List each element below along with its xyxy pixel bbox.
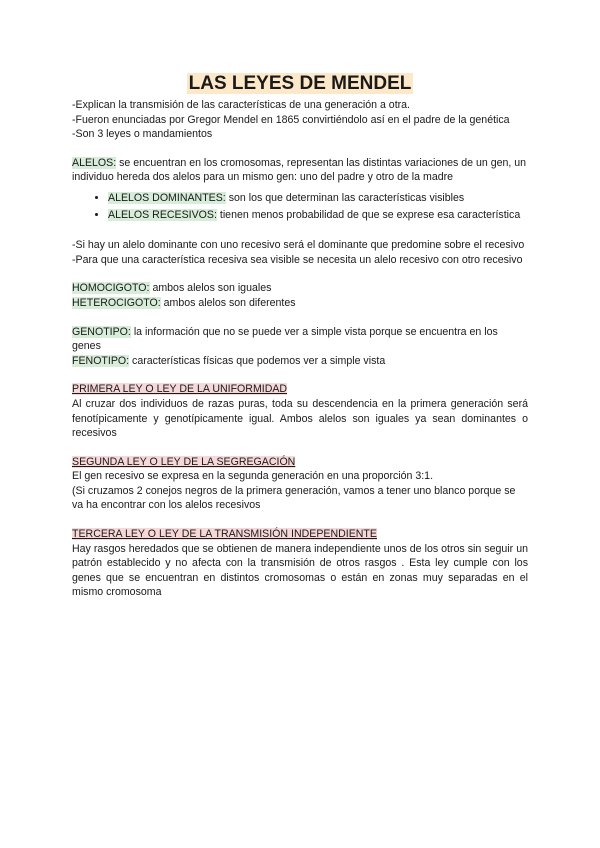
page-title [72, 72, 528, 96]
ley1-heading-text: PRIMERA LEY O LEY DE LA UNIFORMIDAD [72, 383, 288, 396]
tipo-text: la información que no se puede ver a simple vista porque se encuentra en los genes [72, 325, 498, 353]
cigoto-line [72, 296, 528, 311]
list-item [108, 208, 528, 223]
alelos-text: se encuentran en los cromosomas, representan las distintas variaciones de un gen, un individuo hereda dos alelos para un mismo gen: uno del padre y otro de la madre [72, 156, 527, 184]
bullet-text: son los que determinan las características visibles [225, 191, 465, 204]
cigoto-line [72, 281, 528, 296]
alelos-list [72, 191, 528, 222]
rule-line: -Para que una característica recesiva sea visible se necesita un alelo recesivo con otro recesivo [72, 253, 523, 266]
title-text: LAS LEYES DE MENDEL [188, 73, 412, 94]
bullet-term: ALELOS RECESIVOS: [108, 208, 217, 221]
alelos-paragraph [72, 156, 528, 185]
ley2-line: (Si cruzamos 2 conejos negros de la primera generación, vamos a tener uno blanco porque se va ha encontrar con los alelos recesivos [72, 484, 516, 512]
alelos-term: ALELOS: [72, 156, 117, 169]
document-page [72, 72, 528, 600]
tipo-text: características físicas que podemos ver a simple vista [129, 354, 386, 367]
ley3-heading [72, 527, 528, 542]
intro-line: -Fueron enunciadas por Gregor Mendel en 1865 convirtiéndolo así en el padre de la genética [72, 113, 510, 126]
tipo-line [72, 325, 528, 354]
bullet-term: ALELOS DOMINANTES: [108, 191, 226, 204]
cigoto-term: HETEROCIGOTO: [72, 296, 161, 309]
rule-line: -Si hay un alelo dominante con uno recesivo será el dominante que predomine sobre el recesivo [72, 239, 525, 252]
ley2-heading-text: SEGUNDA LEY O LEY DE LA SEGREGACIÓN [72, 455, 296, 468]
ley3-heading-text: TERCERA LEY O LEY DE LA TRANSMISIÓN INDEPENDIENTE [72, 528, 377, 541]
tipo-line [72, 354, 528, 369]
bullet-text: tienen menos probabilidad de que se exprese esa característica [216, 208, 521, 221]
ley2-heading [72, 455, 528, 470]
ley1-heading [72, 382, 528, 397]
cigoto-term: HOMOCIGOTO: [72, 282, 150, 295]
ley1-text: Al cruzar dos individuos de razas puras, toda su descendencia en la primera generación será fenotípicamente y genotípicamente igual. Ambos alelos son iguales ya sean dominantes o recesivos [72, 397, 528, 440]
tipo-term: GENOTIPO: [72, 325, 131, 338]
tipo-term: FENOTIPO: [72, 354, 130, 367]
ley3-text: Hay rasgos heredados que se obtienen de manera independiente unos de los otros sin seguir un patrón establecido y no afecta con la transmisión de otros rasgos . Esta ley cumple con los genes que se encuentran en distintos cromosomas o están en zonas muy separadas en el mismo cromosoma [72, 542, 528, 599]
intro-line: -Son 3 leyes o mandamientos [72, 128, 213, 141]
list-item [108, 191, 528, 206]
cigoto-text: ambos alelos son iguales [149, 282, 272, 295]
cigoto-text: ambos alelos son diferentes [160, 296, 296, 309]
intro-line: -Explican la transmisión de las características de una generación a otra. [72, 99, 410, 111]
ley2-line: El gen recesivo se expresa en la segunda generación en una proporción 3:1. [72, 470, 434, 483]
